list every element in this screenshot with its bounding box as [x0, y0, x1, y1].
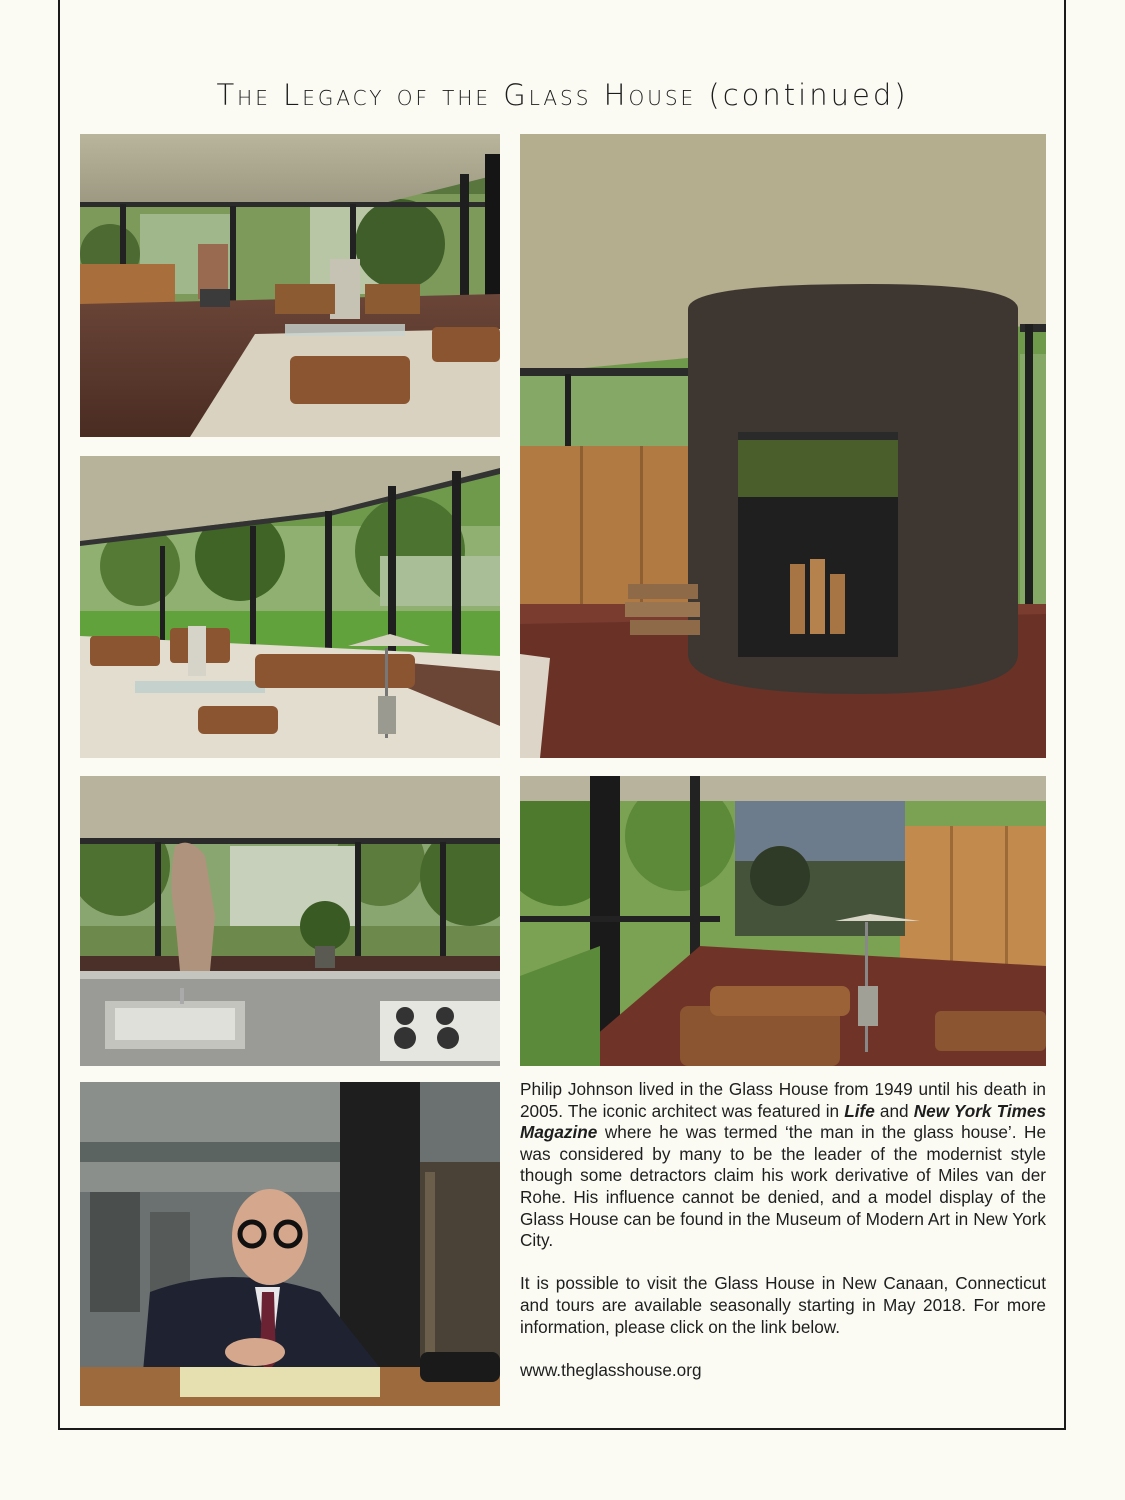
paragraph-history: Philip Johnson lived in the Glass House from 1949 until his death in 2005. The iconic architect was featured in Life and New York Times Magazine where he was termed ‘the man in the glass house’. He was considered by many to be the leader of the modernist style though some detractors claim his work derivative of Miles van der Rohe. His influence cannot be denied, and a model display of the Glass House can be found in the Museum of Modern Art in New York City. — [520, 1079, 1046, 1251]
philip-johnson-portrait — [80, 1082, 500, 1406]
body-text — [520, 1079, 1046, 1381]
nyt-magazine-title: New York Times Magazine — [520, 1100, 1046, 1143]
life-magazine-title: Life — [844, 1100, 875, 1121]
fireplace-photo — [520, 134, 1046, 758]
title-main: The Legacy of the Glass House — [216, 78, 697, 112]
living-room-photo — [80, 134, 500, 437]
paragraph-visit: It is possible to visit the Glass House in New Canaan, Connecticut and tours are available seasonally starting in May 2018. For more information, please click on the link below. — [520, 1273, 1046, 1337]
website-link[interactable]: www.theglasshouse.org — [520, 1359, 702, 1380]
page-title — [0, 78, 1125, 112]
kitchen-photo — [80, 776, 500, 1066]
title-suffix: (continued) — [708, 78, 909, 112]
painting-and-daybed-photo — [520, 776, 1046, 1066]
seating-area-photo — [80, 456, 500, 758]
